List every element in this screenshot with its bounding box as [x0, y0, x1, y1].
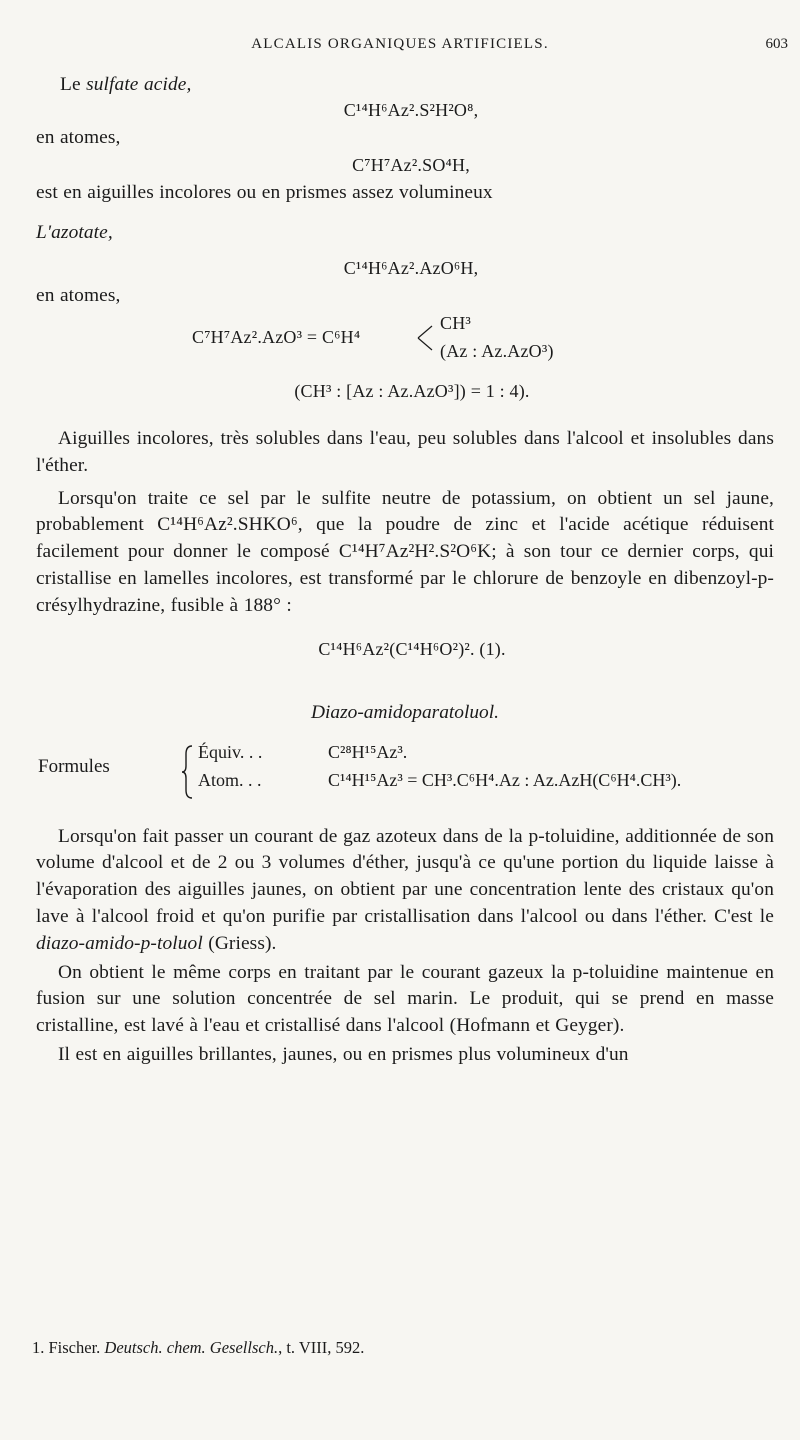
footnote-number: 1.: [32, 1338, 45, 1357]
equiv-formula: C²⁸H¹⁵Az³.: [328, 741, 408, 762]
azotate-branch-bottom: (Az : Az.AzO³): [440, 340, 554, 361]
running-header: [0, 34, 800, 58]
azotate-lead: L'azotate,: [36, 222, 113, 244]
azotate-structure-formula: [36, 310, 774, 372]
formula-dibenzoyl: C¹⁴H⁶Az²(C¹⁴H⁶O²)². (1).: [318, 638, 506, 659]
running-title: ALCALIS ORGANIQUES ARTIFICIELS.: [251, 36, 549, 52]
formules-label: Formules: [38, 755, 110, 777]
paragraph-alternate-method: On obtient le même corps en traitant par le courant gazeux la p-toluidine maintenue en fusion sur une solution concentrée de sel marin. Le produit, qui se prend en masse cristalline, est lavé à l'eau et cristallisé dans l'alcool (Hofmann et Geyger).: [36, 961, 774, 1037]
azotate-branch-top: CH³: [440, 312, 472, 333]
paragraph-solubility: Aiguilles incolores, très solubles dans l'eau, peu solubles dans l'alcool et insolubles dans l'éther.: [36, 427, 774, 476]
section-title: Diazo-amidoparatoluol.: [311, 701, 499, 723]
sulfate-lead: [36, 72, 774, 99]
page-number: 603: [765, 36, 788, 52]
curly-brace-icon: [180, 744, 196, 800]
atom-formula: C¹⁴H¹⁵Az³ = CH³.C⁶H⁴.Az : Az.AzH(C⁶H⁴.CH³).: [328, 769, 682, 790]
formules-block: [36, 740, 774, 802]
preparation-citation: (Griess).: [202, 932, 277, 954]
paragraph-sulfite: Lorsqu'on traite ce sel par le sulfite neutre de potassium, on obtient un sel jaune, probablement C¹⁴H⁶Az².SHKO⁶, que la poudre de zinc et l'acide acétique réduisent facilement pour donner le composé C¹⁴H⁷Az²H².S²O⁶K; à son tour ce dernier corps, qui cristallise en lamelles incolores, est transformé par le chlorure de benzoyle en dibenzoyl-p-crésylhydrazine, fusible à 188° :: [36, 487, 774, 616]
atom-label: Atom. . .: [198, 769, 262, 790]
azotate-formula-left: C⁷H⁷Az².AzO³ = C⁶H⁴: [192, 326, 361, 347]
paragraph-description: Il est en aiguilles brillantes, jaunes, ou en prismes plus volumineux d'un: [58, 1043, 629, 1065]
footnote-author: Fischer.: [44, 1338, 105, 1357]
azotate-formula-equiv: C¹⁴H⁶Az².AzO⁶H,: [343, 258, 479, 279]
paragraph-preparation: [36, 824, 774, 958]
sulfate-lead-title: sulfate acide,: [86, 74, 192, 95]
azotate-en-atomes: en atomes,: [36, 285, 121, 307]
azotate-ratio: (CH³ : [Az : Az.AzO³]) = 1 : 4).: [294, 380, 530, 401]
page-body: [36, 68, 774, 1069]
sulfate-en-atomes: en atomes,: [36, 126, 121, 148]
sulfate-lead-prefix: Le: [60, 74, 87, 95]
preparation-text: Lorsqu'on fait passer un courant de gaz azoteux dans de la p-toluidine, additionnée de son volume d'alcool et de 2 ou 3 volumes d'éther, jusqu'à ce qu'une portion du liquide laisse à l'évaporation des aiguilles jaunes, on obtient par une concentration lente des cristaux qu'on lave à l'alcool froid et qu'on purifie par cristallisation dans l'alcool ou dans l'éther. C'est le: [36, 825, 774, 927]
branch-bracket-icon: [416, 316, 438, 360]
sulfate-formula-atom: C⁷H⁷Az².SO⁴H,: [352, 154, 470, 175]
equiv-label: Équiv. . .: [198, 741, 263, 762]
sulfate-formula-equiv: C¹⁴H⁶Az².S²H²O⁸,: [343, 99, 479, 120]
footnote-reference: , t. VIII, 592.: [278, 1338, 365, 1357]
footnote: [32, 1338, 364, 1358]
diazo-amido-name: diazo-amido-p-toluol: [36, 932, 203, 954]
footnote-journal: Deutsch. chem. Gesellsch.: [104, 1338, 279, 1357]
sulfate-description: est en aiguilles incolores ou en prismes assez volumineux: [36, 181, 493, 203]
